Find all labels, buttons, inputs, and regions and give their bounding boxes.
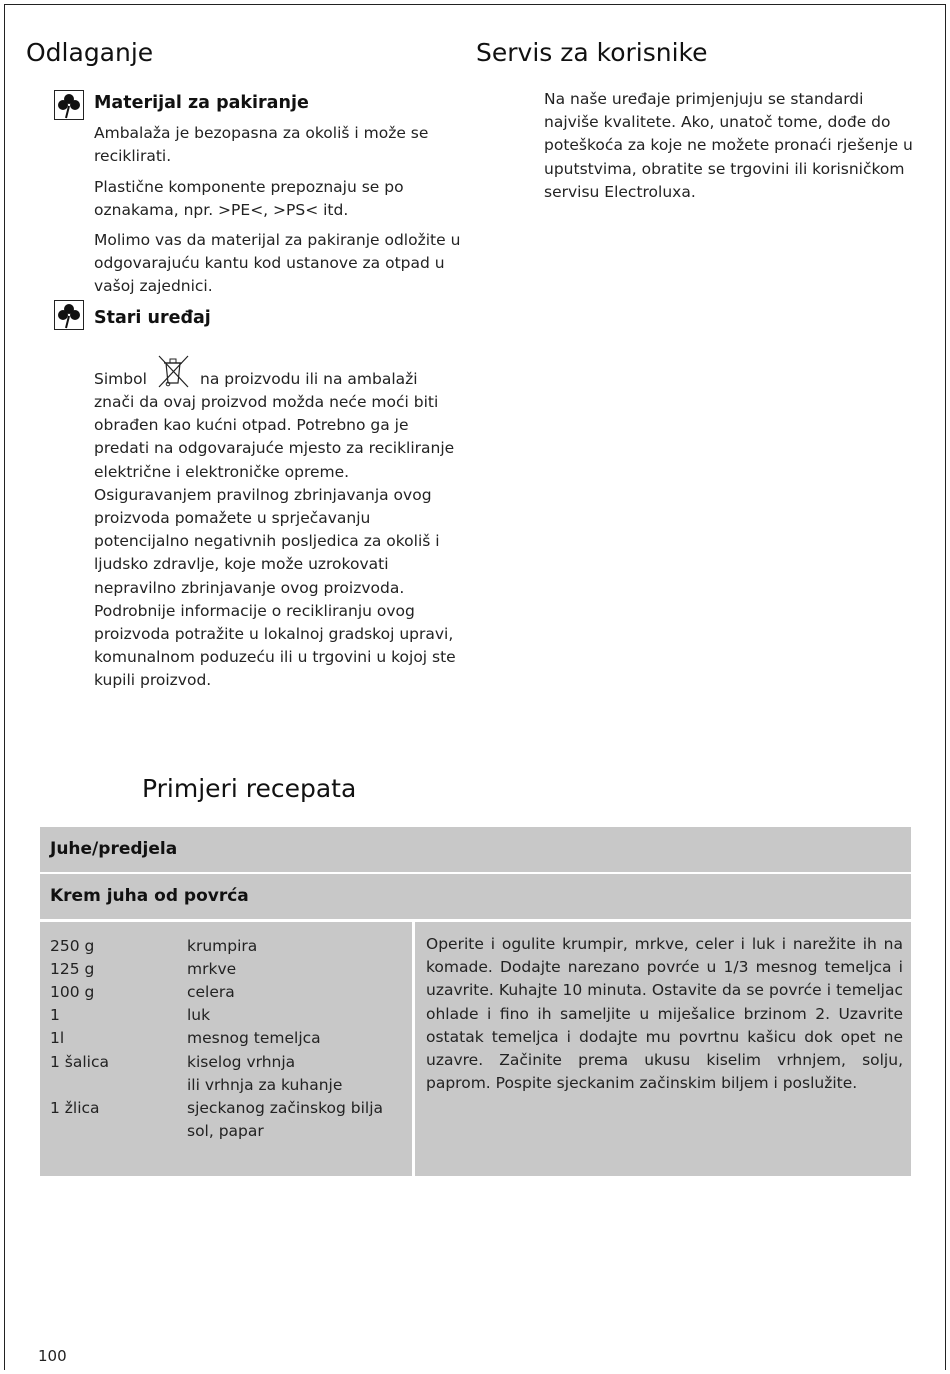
disposal-title: Odlaganje bbox=[26, 38, 154, 67]
ingredient-item: sjeckanog začinskog bilja bbox=[187, 1099, 384, 1117]
packaging-paragraph-1: Ambalaža je bezopasna za okoliš i može se reciklirati. bbox=[94, 124, 429, 166]
old-appliance-text: znači da ovaj proizvod možda neće moći biti obrađen kao kućni otpad. Potrebno ga je predati na odgovarajuće mjesto za recikliranje električne i elektroničke opreme. Osiguravanjem pravilnog zbrinjavanja ovog proizvoda pomažete u sprječavanju potencijalno negativnih posljedica za okoliš i ljudsko zdravlje, koje može uzrokovati nepravilno zbrinjavanje ovog proizvoda. Podrobnije informacije o recikliranju ovog proizvoda potražite u lokalnoj gradskoj upravi, komunalnom poduzeću ili u trgovini u kojoj ste kupili proizvod. bbox=[94, 393, 456, 690]
ingredient-qty: 1 šalica bbox=[50, 1053, 109, 1071]
ingredient-item: luk bbox=[187, 1006, 211, 1024]
ingredient-item: mesnog temeljca bbox=[187, 1029, 321, 1047]
packaging-heading: Materijal za pakiranje bbox=[94, 93, 309, 113]
page-border-top bbox=[4, 4, 946, 5]
service-text: Na naše uređaje primjenjuju se standardi najviše kvalitete. Ako, unatoč tome, dođe do poteškoća za koje ne možete pronaći rješenje u uputstvima, obratite se trgovini ili korisničkom servisu Electroluxa. bbox=[544, 90, 913, 201]
clover-leaf-icon bbox=[54, 90, 84, 120]
ingredient-qty: 100 g bbox=[50, 983, 95, 1001]
ingredient-qty: 1 žlica bbox=[50, 1099, 100, 1117]
service-title: Servis za korisnike bbox=[476, 38, 708, 67]
ingredient-item: mrkve bbox=[187, 960, 237, 978]
symbol-prefix: Simbol bbox=[94, 370, 147, 388]
recipe-category-bar bbox=[40, 827, 911, 872]
clover-leaf-icon bbox=[54, 300, 84, 330]
ingredient-item: ili vrhnja za kuhanje bbox=[187, 1076, 343, 1094]
ingredient-qty: 1 bbox=[50, 1006, 60, 1024]
recipe-category: Juhe/predjela bbox=[50, 839, 178, 859]
packaging-paragraph-3: Molimo vas da materijal za pakiranje odložite u odgovarajuću kantu kod ustanove za otpad u vašoj zajednici. bbox=[94, 231, 461, 296]
symbol-suffix: na proizvodu ili na ambalaži bbox=[200, 370, 418, 388]
ingredient-item: kiselog vrhnja bbox=[187, 1053, 296, 1071]
ingredient-qty: 125 g bbox=[50, 960, 95, 978]
ingredient-item: krumpira bbox=[187, 937, 258, 955]
page-border-right bbox=[945, 4, 946, 1370]
old-appliance-heading: Stari uređaj bbox=[94, 308, 211, 328]
ingredient-qty: 1l bbox=[50, 1029, 65, 1047]
crossed-out-bin-icon bbox=[155, 353, 191, 389]
recipes-title: Primjeri recepata bbox=[142, 774, 357, 803]
page-border-left bbox=[4, 4, 5, 1370]
ingredient-item: sol, papar bbox=[187, 1122, 264, 1140]
recipe-title: Krem juha od povrća bbox=[50, 886, 249, 906]
ingredient-item: celera bbox=[187, 983, 235, 1001]
recipe-method: Operite i ogulite krumpir, mrkve, celer i luk i narežite ih na komade. Dodajte narezano povrće u 1/3 mesnog temeljca i uzavrite. Kuhajte 10 minuta. Ostavite da se povrće i temeljac ohlade i fino ih sameljite u miješalice brzinom 2. Uzavrite ostatak temeljca i dodajte mu povrtnu kašicu dok opet ne uzavre. Začinite prema ukusu kiselim vrhnjem, solju, paprom. Pospite sjeckanim začinskim biljem i poslužite. bbox=[426, 935, 903, 1093]
page-number: 100 bbox=[38, 1347, 67, 1365]
ingredient-qty: 250 g bbox=[50, 937, 95, 955]
recipe-title-bar bbox=[40, 874, 911, 919]
packaging-paragraph-2: Plastične komponente prepoznaju se po oznakama, npr. >PE<, >PS< itd. bbox=[94, 178, 404, 220]
